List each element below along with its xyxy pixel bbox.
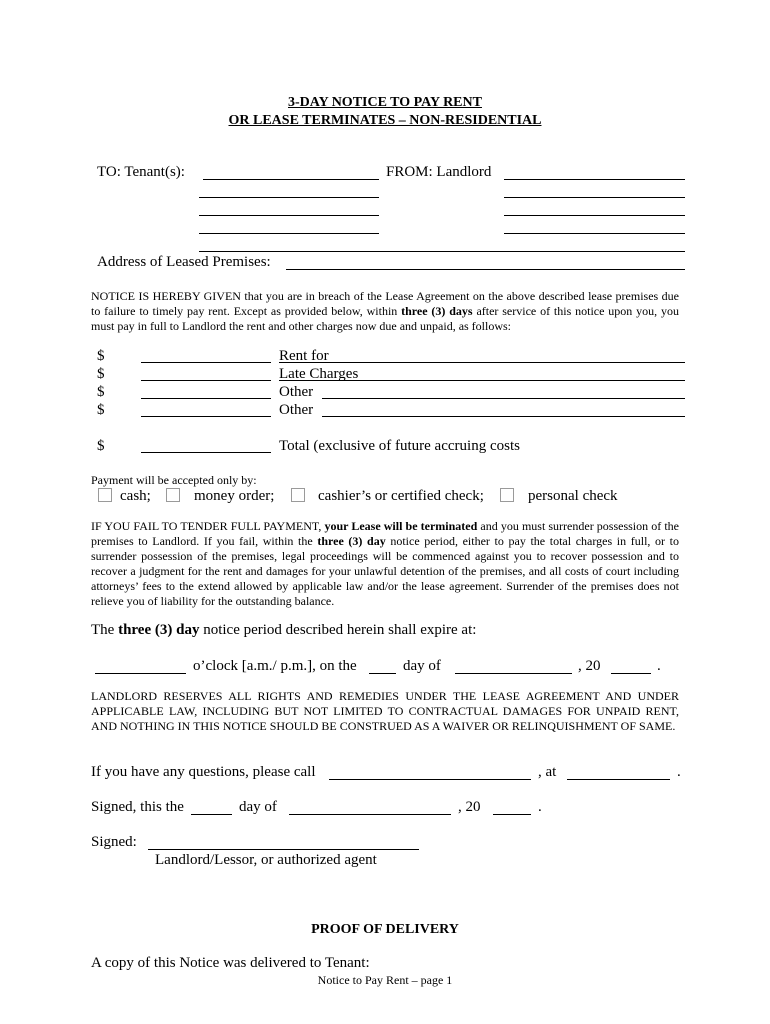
signed-month-field[interactable] — [289, 814, 451, 815]
signed-day-of-label: day of — [239, 799, 277, 815]
landlord-label: FROM: Landlord — [386, 164, 492, 180]
charge-desc-rent[interactable] — [279, 362, 685, 363]
tenant-name-field-2[interactable] — [199, 197, 379, 198]
signed-date-label: Signed, this the — [91, 799, 184, 815]
address-field-1[interactable] — [199, 251, 685, 252]
tenant-name-field-1[interactable] — [203, 179, 379, 180]
charge-label-late: Late Charges — [279, 366, 359, 382]
cashiers-check-checkbox[interactable] — [291, 488, 305, 502]
personal-check-option-label: personal check — [528, 488, 618, 504]
landlord-name-field-1[interactable] — [504, 179, 685, 180]
total-label: Total (exclusive of future accruing costs — [279, 438, 520, 454]
expire-day-of-label: day of — [403, 658, 441, 674]
landlord-name-field-2[interactable] — [504, 197, 685, 198]
signed-year-prefix: , 20 — [458, 799, 481, 815]
charge-label-other-2: Other — [279, 402, 314, 418]
charge-currency-rent: $ — [97, 348, 105, 364]
proof-of-delivery-heading: PROOF OF DELIVERY — [311, 922, 459, 937]
expire-month-field[interactable] — [455, 673, 572, 674]
charge-desc-other-2[interactable] — [322, 416, 685, 417]
charge-amount-other-2[interactable] — [141, 416, 271, 417]
total-amount-field[interactable] — [141, 452, 271, 453]
document-title-line2: OR LEASE TERMINATES – NON-RESIDENTIAL — [228, 113, 542, 128]
money-order-checkbox[interactable] — [166, 488, 180, 502]
charge-amount-rent[interactable] — [141, 362, 271, 363]
personal-check-checkbox[interactable] — [500, 488, 514, 502]
notice-intro-paragraph: NOTICE IS HEREBY GIVEN that you are in breach of the Lease Agreement on the above described lease premises due to failure to timely pay rent. Except as provided below, within three (3) days after service of this notice upon you, you must pay in full to Landlord the rent and other charges now due and unpaid, as follows: — [91, 289, 679, 333]
tenant-name-field-3[interactable] — [199, 215, 379, 216]
expire-year-field[interactable] — [611, 673, 651, 674]
address-field-2[interactable] — [286, 269, 685, 270]
expire-year-prefix: , 20 — [578, 658, 601, 674]
questions-label: If you have any questions, please call — [91, 764, 316, 780]
charge-currency-late: $ — [97, 366, 105, 382]
charge-label-other-1: Other — [279, 384, 314, 400]
money-order-option-label: money order; — [194, 488, 275, 504]
charge-desc-other-1[interactable] — [322, 398, 685, 399]
address-label: Address of Leased Premises: — [97, 254, 271, 270]
expire-period: . — [657, 658, 661, 674]
expire-statement: The three (3) day notice period described herein shall expire at: — [91, 622, 477, 638]
cash-checkbox[interactable] — [98, 488, 112, 502]
charge-amount-late[interactable] — [141, 380, 271, 381]
expire-time-field[interactable] — [95, 673, 186, 674]
oclock-label: o’clock [a.m./ p.m.], on the — [193, 658, 357, 674]
signed-period: . — [538, 799, 542, 815]
reserve-rights-paragraph: LANDLORD RESERVES ALL RIGHTS AND REMEDIES UNDER THE LEASE AGREEMENT AND UNDER APPLICABLE LAW, INCLUDING BUT NOT LIMITED TO CONTRACTUAL DAMAGES FOR UNPAID RENT, AND NOTHING IN THIS NOTICE SHOULD BE CONSTRUED AS A WAIVER OR RELINQUISHMENT OF SAME. — [91, 689, 679, 733]
landlord-name-field-3[interactable] — [504, 215, 685, 216]
cash-option-label: cash; — [120, 488, 151, 504]
page-footer: Notice to Pay Rent – page 1 — [317, 973, 453, 987]
expire-day-field[interactable] — [369, 673, 396, 674]
cashiers-check-option-label: cashier’s or certified check; — [318, 488, 484, 504]
charge-currency-other-2: $ — [97, 402, 105, 418]
landlord-name-field-4[interactable] — [504, 233, 685, 234]
signed-day-field[interactable] — [191, 814, 232, 815]
contact-phone-field[interactable] — [567, 779, 670, 780]
charge-amount-other-1[interactable] — [141, 398, 271, 399]
charge-desc-late[interactable] — [279, 380, 685, 381]
signature-caption: Landlord/Lessor, or authorized agent — [155, 852, 377, 868]
document-title-line1: 3-DAY NOTICE TO PAY RENT — [288, 95, 482, 110]
charge-currency-other-1: $ — [97, 384, 105, 400]
proof-of-delivery-text: A copy of this Notice was delivered to Tenant: — [91, 955, 370, 971]
contact-name-field[interactable] — [329, 779, 531, 780]
tenant-name-field-4[interactable] — [199, 233, 379, 234]
signature-field[interactable] — [148, 849, 419, 850]
charge-label-rent: Rent for — [279, 348, 329, 364]
questions-at-label: , at — [538, 764, 557, 780]
failure-paragraph: IF YOU FAIL TO TENDER FULL PAYMENT, your Lease will be terminated and you must surrender possession of the premises to Landlord. If you fail, within the three (3) day notice period, either to pay the total charges in full, or to surrender possession of the premises, legal proceedings will be commenced against you to recover possession and to recover a judgment for the rent and damages for your unlawful detention of the premises, and all costs of court including attorneys’ fees to the extend allowed by applicable law and/or the lease agreement. Surrender of the premises does not relieve you of liability for the outstanding balance. — [91, 519, 680, 608]
signed-year-field[interactable] — [493, 814, 531, 815]
total-currency: $ — [97, 438, 105, 454]
signature-label: Signed: — [91, 834, 137, 850]
tenant-label: TO: Tenant(s): — [97, 164, 185, 180]
payment-label: Payment will be accepted only by: — [91, 473, 257, 487]
questions-period: . — [677, 764, 681, 780]
